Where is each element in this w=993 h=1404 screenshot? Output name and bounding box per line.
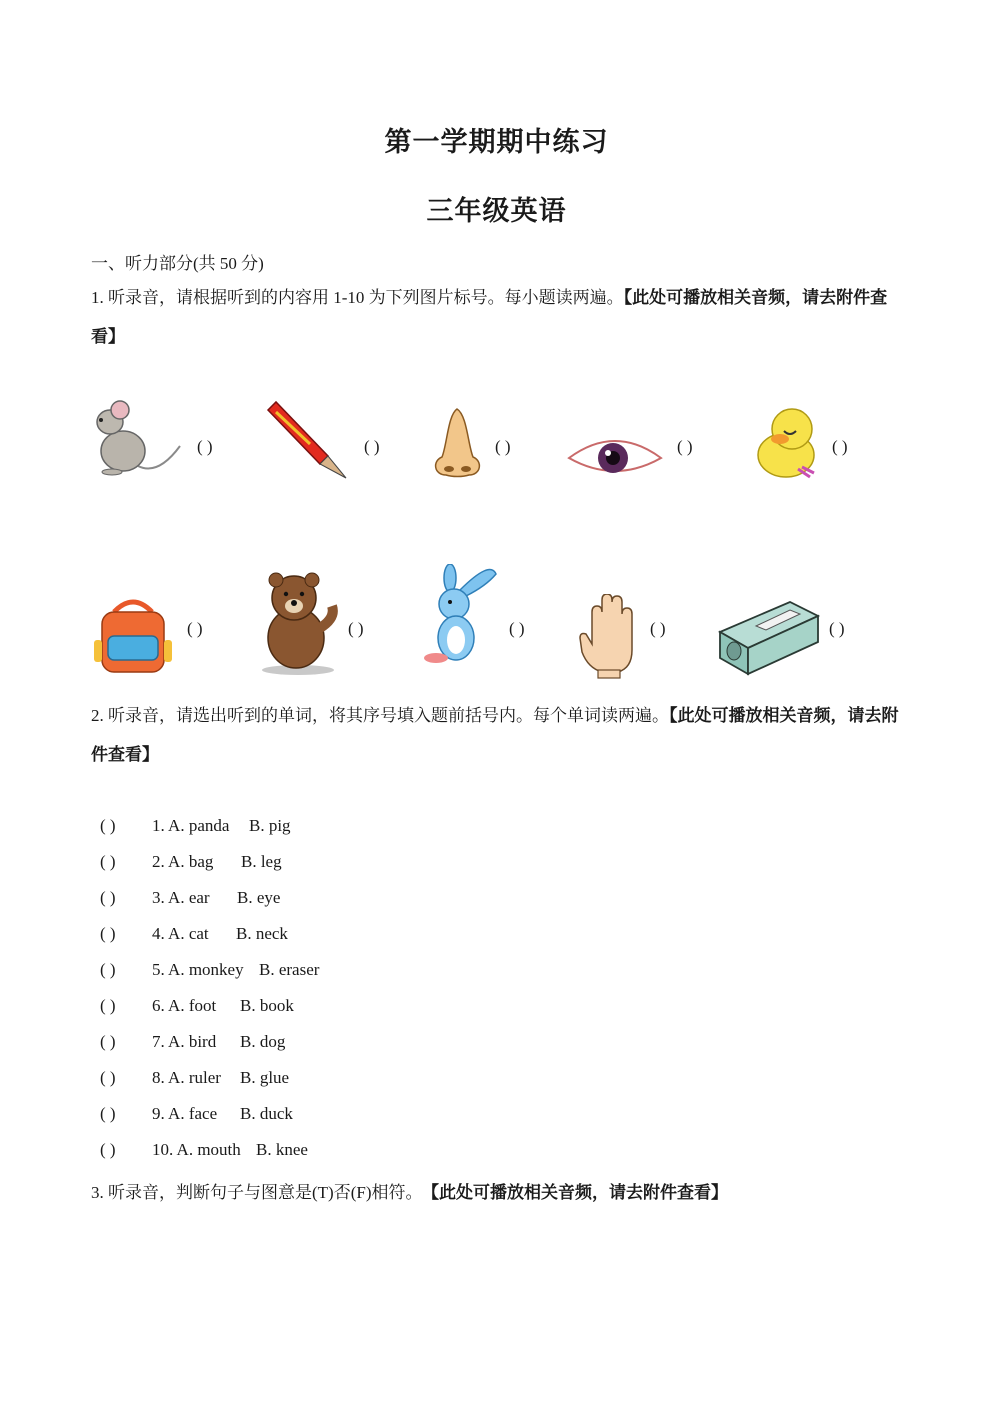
answer-paren[interactable]: ( )	[100, 852, 116, 871]
duck-icon	[750, 403, 822, 481]
option-b: B. pig	[249, 816, 291, 835]
eye-icon	[565, 432, 665, 482]
answer-bracket[interactable]: ( )	[197, 437, 213, 456]
question-1-audio-note: 【此处可播放相关音频，请去附件查看】	[91, 288, 888, 346]
answer-paren[interactable]: ( )	[100, 1104, 116, 1123]
option-a: 1. A. panda	[152, 816, 230, 835]
option-b: B. eraser	[259, 960, 320, 979]
option-b: B. leg	[241, 852, 282, 871]
option-a: 8. A. ruler	[152, 1068, 221, 1087]
option-b: B. duck	[240, 1104, 293, 1123]
option-b: B. neck	[236, 924, 288, 943]
answer-paren[interactable]: ( )	[100, 924, 116, 943]
option-b: B. knee	[256, 1140, 308, 1159]
option-a: 7. A. bird	[152, 1032, 217, 1051]
answer-bracket[interactable]: ( )	[677, 437, 693, 456]
option-b: B. book	[240, 996, 294, 1015]
option-a: 4. A. cat	[152, 924, 209, 943]
section-heading: 一、听力部分(共 50 分)	[91, 254, 264, 273]
answer-bracket[interactable]: ( )	[509, 619, 525, 638]
bear-icon	[256, 572, 340, 676]
page-title: 第一学期期中练习	[384, 127, 609, 157]
question-1-text: 1. 听录音，请根据听到的内容用 1-10 为下列图片标号。每小题读两遍。	[91, 288, 624, 307]
pen-icon	[262, 398, 350, 480]
pencil-sharpener-icon	[716, 596, 822, 676]
answer-paren[interactable]: ( )	[100, 816, 116, 835]
answer-paren[interactable]: ( )	[100, 996, 116, 1015]
answer-bracket[interactable]: ( )	[348, 619, 364, 638]
rabbit-icon	[420, 564, 500, 668]
option-a: 2. A. bag	[152, 852, 214, 871]
option-a: 3. A. ear	[152, 888, 210, 907]
option-a: 6. A. foot	[152, 996, 217, 1015]
question-3-audio-note: 【此处可播放相关音频，请去附件查看】	[430, 1183, 728, 1202]
option-a: 9. A. face	[152, 1104, 218, 1123]
option-a: 10. A. mouth	[152, 1140, 241, 1159]
answer-bracket[interactable]: ( )	[187, 619, 203, 638]
question-1-instruction	[91, 278, 903, 356]
answer-paren[interactable]: ( )	[100, 960, 116, 979]
option-a: 5. A. monkey	[152, 960, 244, 979]
mouse-icon	[88, 396, 183, 478]
option-b: B. dog	[240, 1032, 286, 1051]
option-b: B. glue	[240, 1068, 290, 1087]
answer-paren[interactable]: ( )	[100, 888, 116, 907]
question-2-text: 2. 听录音，请选出听到的单词，将其序号填入题前括号内。每个单词读两遍。	[91, 706, 669, 725]
hand-icon	[578, 594, 640, 680]
page-subtitle: 三年级英语	[426, 196, 567, 226]
answer-bracket[interactable]: ( )	[650, 619, 666, 638]
nose-icon	[430, 405, 485, 480]
option-b: B. eye	[237, 888, 281, 907]
question-2-audio-note: 【此处可播放相关音频，请去附件查看】	[91, 706, 899, 764]
answer-paren[interactable]: ( )	[100, 1140, 116, 1159]
question-2-instruction	[91, 696, 903, 774]
schoolbag-icon	[90, 598, 176, 676]
answer-bracket[interactable]: ( )	[495, 437, 511, 456]
answer-paren[interactable]: ( )	[100, 1032, 116, 1051]
answer-paren[interactable]: ( )	[100, 1068, 116, 1087]
answer-bracket[interactable]: ( )	[832, 437, 848, 456]
answer-bracket[interactable]: ( )	[364, 437, 380, 456]
question-3-instruction	[91, 1178, 728, 1203]
question-3-text: 3. 听录音，判断句子与图意是(T)否(F)相符。	[91, 1183, 423, 1202]
answer-bracket[interactable]: ( )	[829, 619, 845, 638]
